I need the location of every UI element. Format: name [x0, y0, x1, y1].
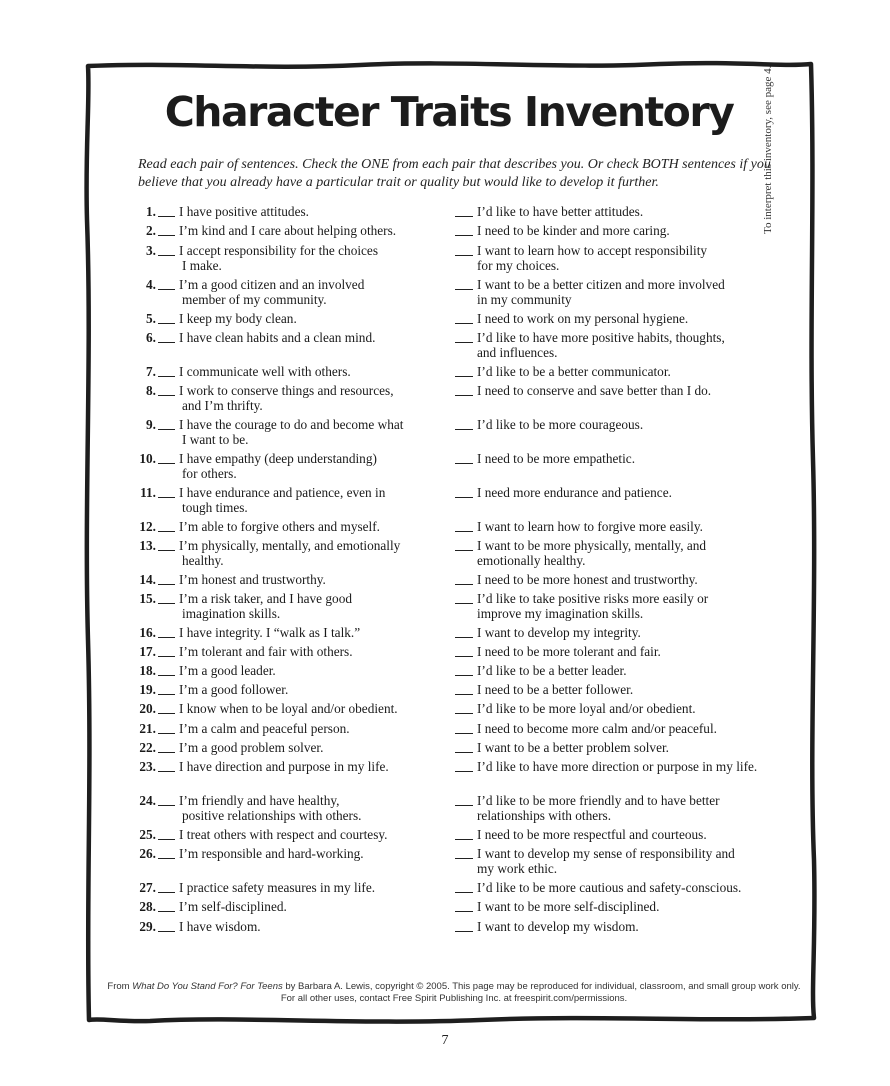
checkbox-blank-right[interactable] — [455, 656, 473, 657]
checkbox-blank-left[interactable] — [158, 584, 175, 585]
statement-line: I have positive attitudes. — [179, 204, 309, 219]
statement-line: improve my imagination skills. — [477, 606, 644, 621]
statement-line: I need to be kinder and more caring. — [477, 223, 670, 238]
statement-line: I want to develop my sense of responsibility and — [477, 846, 735, 861]
item-number: 20. — [139, 701, 156, 716]
checkbox-blank-left[interactable] — [158, 497, 175, 498]
statement-line: I have endurance and patience, even in — [179, 485, 386, 500]
statement-line: and influences. — [477, 345, 558, 360]
statement-goal — [477, 682, 777, 697]
checkbox-blank-left[interactable] — [158, 839, 175, 840]
checkbox-blank-right[interactable] — [455, 395, 473, 396]
statement-line: I’m a good citizen and an involved — [179, 277, 365, 292]
item-number: 28. — [139, 899, 156, 914]
checkbox-blank-right[interactable] — [455, 694, 473, 695]
checkbox-blank-left[interactable] — [158, 342, 175, 343]
statement-line: relationships with others. — [477, 808, 612, 823]
checkbox-blank-right[interactable] — [455, 216, 473, 217]
statement-line: member of my community. — [182, 292, 327, 307]
statement-line: I’m a good leader. — [179, 663, 276, 678]
checkbox-blank-left[interactable] — [158, 858, 175, 859]
statement-line: tough times. — [182, 500, 248, 515]
checkbox-blank-right[interactable] — [455, 584, 473, 585]
checkbox-blank-right[interactable] — [455, 752, 473, 753]
item-number: 25. — [139, 827, 156, 842]
statement-line: I’m a calm and peaceful person. — [179, 721, 350, 736]
statement-line: I accept responsibility for the choices — [179, 243, 379, 258]
statement-line: I want to be more self-disciplined. — [477, 899, 660, 914]
statement-line: I’d like to be more friendly and to have better — [477, 793, 720, 808]
checkbox-blank-left[interactable] — [158, 216, 175, 217]
item-number: 24. — [139, 793, 156, 808]
statement-line: I’d like to be a better leader. — [477, 663, 627, 678]
footer-prefix: From — [107, 981, 133, 992]
checkbox-blank-left[interactable] — [158, 323, 175, 324]
item-number: 21. — [139, 721, 156, 736]
statement-current — [179, 625, 447, 640]
statement-goal — [477, 644, 777, 659]
item-number: 14. — [139, 572, 156, 587]
statement-current — [179, 383, 447, 413]
statement-goal — [477, 793, 777, 823]
statement-line: positive relationships with others. — [182, 808, 362, 823]
checkbox-blank-left[interactable] — [158, 771, 175, 772]
checkbox-blank-right[interactable] — [455, 931, 473, 932]
statement-goal — [477, 364, 777, 379]
statement-line: I need to be a better follower. — [477, 682, 634, 697]
statement-line: and I’m thrifty. — [182, 398, 263, 413]
statement-line: I have the courage to do and become what — [179, 417, 404, 432]
statement-goal — [477, 591, 777, 621]
statement-goal — [477, 485, 777, 500]
checkbox-blank-left[interactable] — [158, 733, 175, 734]
statement-line: I keep my body clean. — [179, 311, 297, 326]
statement-line: my work ethic. — [477, 861, 558, 876]
item-number: 1. — [146, 204, 156, 219]
statement-current — [179, 701, 447, 716]
checkbox-blank-right[interactable] — [455, 805, 473, 806]
statement-current — [179, 827, 447, 842]
statement-line: I want to be a better citizen and more involved — [477, 277, 725, 292]
statement-goal — [477, 759, 777, 774]
statement-line: I want to develop my integrity. — [477, 625, 641, 640]
statement-line: I treat others with respect and courtesy. — [179, 827, 388, 842]
statement-goal — [477, 223, 777, 238]
statement-line: I’d like to be more loyal and/or obedient. — [477, 701, 696, 716]
item-number: 19. — [139, 682, 156, 697]
statement-line: I need to become more calm and/or peaceful. — [477, 721, 717, 736]
footer-rest: by Barbara A. Lewis, copyright © 2005. This page may be reproduced for individual, classroom, and small group work only. For all other uses, contact Free Spirit Publishing Inc. at freespirit.com/permissions. — [280, 981, 801, 1004]
checkbox-blank-right[interactable] — [455, 376, 473, 377]
statement-line: I’d like to be a better communicator. — [477, 364, 671, 379]
statement-line: I need to be more honest and trustworthy. — [477, 572, 698, 587]
statement-current — [179, 793, 447, 823]
statement-goal — [477, 846, 777, 876]
item-number: 4. — [146, 277, 156, 292]
checkbox-blank-left[interactable] — [158, 255, 175, 256]
checkbox-blank-left[interactable] — [158, 752, 175, 753]
checkbox-blank-right[interactable] — [455, 733, 473, 734]
item-number: 27. — [139, 880, 156, 895]
checkbox-blank-right[interactable] — [455, 323, 473, 324]
statement-line: for others. — [182, 466, 237, 481]
statement-line: I want to learn how to accept responsibility — [477, 243, 708, 258]
item-number: 6. — [146, 330, 156, 345]
statement-line: I work to conserve things and resources, — [179, 383, 394, 398]
checkbox-blank-right[interactable] — [455, 771, 473, 772]
statement-goal — [477, 277, 777, 307]
item-number: 2. — [146, 223, 156, 238]
statement-line: I make. — [182, 258, 222, 273]
checkbox-blank-right[interactable] — [455, 531, 473, 532]
statement-current — [179, 223, 447, 238]
checkbox-blank-left[interactable] — [158, 603, 175, 604]
statement-line: I have integrity. I “walk as I talk.” — [179, 625, 361, 640]
statement-goal — [477, 740, 777, 755]
statement-goal — [477, 919, 777, 934]
statement-line: I’m tolerant and fair with others. — [179, 644, 353, 659]
checkbox-blank-right[interactable] — [455, 713, 473, 714]
statement-line: I want to be more physically, mentally, and — [477, 538, 707, 553]
checkbox-blank-left[interactable] — [158, 931, 175, 932]
statement-line: I know when to be loyal and/or obedient. — [179, 701, 398, 716]
statement-current — [179, 663, 447, 678]
statement-current — [179, 519, 447, 534]
item-number: 9. — [146, 417, 156, 432]
checkbox-blank-left[interactable] — [158, 892, 175, 893]
statement-goal — [477, 383, 777, 398]
statement-goal — [477, 827, 777, 842]
checkbox-blank-right[interactable] — [455, 235, 473, 236]
statement-line: I’m responsible and hard-working. — [179, 846, 364, 861]
checkbox-blank-left[interactable] — [158, 531, 175, 532]
statement-current — [179, 538, 447, 568]
checkbox-blank-left[interactable] — [158, 911, 175, 912]
checkbox-blank-left[interactable] — [158, 289, 175, 290]
checkbox-blank-right[interactable] — [455, 892, 473, 893]
footer-book-title: What Do You Stand For? For Teens — [132, 981, 283, 992]
statement-line: I’d like to have more direction or purpose in my life. — [477, 759, 758, 774]
statement-current — [179, 919, 447, 934]
statement-line: I’d like to have more positive habits, thoughts, — [477, 330, 725, 345]
checkbox-blank-right[interactable] — [455, 603, 473, 604]
checkbox-blank-left[interactable] — [158, 235, 175, 236]
statement-line: I’m self-disciplined. — [179, 899, 287, 914]
statement-line: I’m physically, mentally, and emotionally — [179, 538, 401, 553]
statement-current — [179, 759, 447, 774]
statement-line: I have direction and purpose in my life. — [179, 759, 389, 774]
checkbox-blank-right[interactable] — [455, 911, 473, 912]
checkbox-blank-right[interactable] — [455, 858, 473, 859]
statement-current — [179, 572, 447, 587]
statement-current — [179, 682, 447, 697]
statement-line: I practice safety measures in my life. — [179, 880, 376, 895]
statement-line: in my community — [477, 292, 572, 307]
statement-line: I’m a risk taker, and I have good — [179, 591, 353, 606]
statement-goal — [477, 519, 777, 534]
page-number: 7 — [441, 1033, 449, 1048]
statement-line: I need to work on my personal hygiene. — [477, 311, 689, 326]
statement-line: I’d like to have better attitudes. — [477, 204, 644, 219]
checkbox-blank-right[interactable] — [455, 429, 473, 430]
checkbox-blank-left[interactable] — [158, 429, 175, 430]
checkbox-blank-left[interactable] — [158, 376, 175, 377]
statement-line: I want to be. — [182, 432, 249, 447]
statement-current — [179, 243, 447, 273]
statement-line: I’m a good problem solver. — [179, 740, 324, 755]
page-title: Character Traits Inventory — [164, 88, 734, 136]
statement-goal — [477, 572, 777, 587]
statement-current — [179, 311, 447, 326]
statement-line: I’d like to be more cautious and safety-conscious. — [477, 880, 742, 895]
item-number: 17. — [139, 644, 156, 659]
checkbox-blank-left[interactable] — [158, 713, 175, 714]
checkbox-blank-left[interactable] — [158, 637, 175, 638]
item-number: 10. — [139, 451, 156, 466]
statement-goal — [477, 330, 777, 360]
checkbox-blank-left[interactable] — [158, 694, 175, 695]
statement-goal — [477, 899, 777, 914]
checkbox-blank-left[interactable] — [158, 550, 175, 551]
instructions: Read each pair of sentences. Check the ONE from each pair that describes you. Or check BOTH sentences if you believe that you already have a particular trait or quality but would like to develop it further. — [138, 157, 771, 190]
checkbox-blank-right[interactable] — [455, 675, 473, 676]
checkbox-blank-right[interactable] — [455, 289, 473, 290]
statement-line: I communicate well with others. — [179, 364, 351, 379]
item-number: 16. — [139, 625, 156, 640]
statement-current — [179, 899, 447, 914]
statement-line: I need to conserve and save better than I do. — [477, 383, 712, 398]
statement-current — [179, 591, 447, 621]
checkbox-blank-right[interactable] — [455, 637, 473, 638]
statement-line: I’m a good follower. — [179, 682, 289, 697]
item-number: 15. — [139, 591, 156, 606]
statement-current — [179, 451, 447, 481]
footer-credit — [104, 981, 804, 1005]
statement-line: for my choices. — [477, 258, 560, 273]
statement-goal — [477, 243, 777, 273]
checkbox-blank-right[interactable] — [455, 839, 473, 840]
item-number: 7. — [146, 364, 156, 379]
checkbox-blank-left[interactable] — [158, 656, 175, 657]
item-number: 18. — [139, 663, 156, 678]
statement-line: I’m honest and trustworthy. — [179, 572, 326, 587]
checkbox-blank-left[interactable] — [158, 395, 175, 396]
item-number: 11. — [140, 485, 156, 500]
statement-line: healthy. — [182, 553, 224, 568]
statement-goal — [477, 663, 777, 678]
statement-goal — [477, 721, 777, 736]
statement-line: I need to be more tolerant and fair. — [477, 644, 661, 659]
checkbox-blank-right[interactable] — [455, 497, 473, 498]
statement-goal — [477, 701, 777, 716]
checkbox-blank-right[interactable] — [455, 255, 473, 256]
statement-goal — [477, 880, 777, 895]
statement-line: I have clean habits and a clean mind. — [179, 330, 376, 345]
statement-line: imagination skills. — [182, 606, 281, 621]
statement-current — [179, 721, 447, 736]
statement-goal — [477, 204, 777, 219]
statement-line: I need to be more empathetic. — [477, 451, 636, 466]
statement-current — [179, 277, 447, 307]
checkbox-blank-right[interactable] — [455, 550, 473, 551]
statement-goal — [477, 625, 777, 640]
statement-current — [179, 330, 447, 345]
statement-current — [179, 364, 447, 379]
statement-line: emotionally healthy. — [477, 553, 586, 568]
statement-line: I’m friendly and have healthy, — [179, 793, 340, 808]
statement-current — [179, 417, 447, 447]
statement-current — [179, 846, 447, 861]
item-number: 29. — [139, 919, 156, 934]
statement-line: I want to develop my wisdom. — [477, 919, 639, 934]
statement-line: I’d like to take positive risks more easily or — [477, 591, 709, 606]
statement-goal — [477, 311, 777, 326]
checkbox-blank-right[interactable] — [455, 342, 473, 343]
statement-line: I have empathy (deep understanding) — [179, 451, 377, 466]
item-number: 26. — [139, 846, 156, 861]
item-number: 22. — [139, 740, 156, 755]
statement-line: I need more endurance and patience. — [477, 485, 672, 500]
statement-line: I want to be a better problem solver. — [477, 740, 670, 755]
statement-goal — [477, 451, 777, 466]
statement-current — [179, 740, 447, 755]
statement-current — [179, 204, 447, 219]
checkbox-blank-left[interactable] — [158, 675, 175, 676]
statement-goal — [477, 538, 777, 568]
checkbox-blank-left[interactable] — [158, 805, 175, 806]
item-number: 23. — [139, 759, 156, 774]
statement-current — [179, 644, 447, 659]
statement-current — [179, 880, 447, 895]
side-note: To interpret this inventory, see page 4. — [762, 65, 774, 234]
statement-goal — [477, 417, 777, 432]
statement-line: I’m able to forgive others and myself. — [179, 519, 380, 534]
checkbox-blank-right[interactable] — [455, 463, 473, 464]
checkbox-blank-left[interactable] — [158, 463, 175, 464]
item-number: 12. — [139, 519, 156, 534]
item-number: 3. — [146, 243, 156, 258]
statement-current — [179, 485, 447, 515]
item-number: 5. — [146, 311, 156, 326]
statement-line: I need to be more respectful and courteous. — [477, 827, 707, 842]
statement-line: I’d like to be more courageous. — [477, 417, 644, 432]
statement-line: I have wisdom. — [179, 919, 261, 934]
statement-line: I’m kind and I care about helping others. — [179, 223, 397, 238]
item-number: 13. — [139, 538, 156, 553]
statement-line: I want to learn how to forgive more easily. — [477, 519, 703, 534]
item-number: 8. — [146, 383, 156, 398]
